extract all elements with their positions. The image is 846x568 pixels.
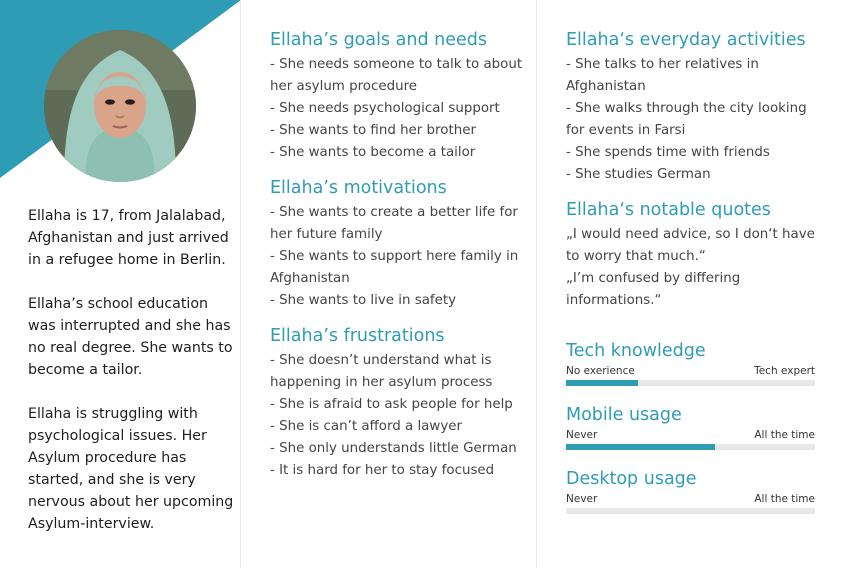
list-item: - She is can’t afford a lawyer — [270, 419, 462, 434]
list-item: - She spends time with friends — [566, 145, 770, 160]
meter-scale — [566, 492, 815, 506]
avatar — [44, 30, 196, 182]
meter-min-label: No exerience — [566, 365, 635, 377]
meter-max-label: Tech expert — [754, 365, 815, 377]
frustrations-list — [270, 350, 525, 482]
meter-track — [566, 508, 815, 514]
middle-column — [270, 29, 525, 482]
motivations-title: Ellaha’s motivations — [270, 178, 447, 198]
list-item: - She is afraid to ask people for help — [270, 397, 513, 412]
meter-scale — [566, 428, 815, 442]
bio-paragraph: Ellaha is 17, from Jalalabad, Afghanistan and just arrived in a refugee home in Berlin. — [28, 208, 229, 268]
meter-fill — [566, 444, 715, 450]
motivations-list — [270, 202, 525, 312]
meter-fill — [566, 380, 638, 386]
column-divider — [240, 0, 241, 568]
frustrations-title: Ellaha’s frustrations — [270, 326, 445, 346]
persona-bio — [28, 205, 238, 557]
quotes-title: Ellaha‘s notable quotes — [566, 200, 771, 220]
meter-max-label: All the time — [754, 429, 815, 441]
meter-min-label: Never — [566, 493, 598, 505]
list-item: - She wants to become a tailor — [270, 145, 476, 160]
goals-title: Ellaha’s goals and needs — [270, 30, 487, 50]
usage-meters — [566, 340, 815, 514]
bio-paragraph: Ellaha is struggling with psychological issues. Her Asylum procedure has started, and she is very nervous about her upcoming Asylum-interview. — [28, 406, 234, 532]
list-item: - She needs someone to talk to about her asylum procedure — [270, 57, 523, 94]
meter-title: Mobile usage — [566, 405, 682, 425]
list-item: - She wants to support here family in Afghanistan — [270, 249, 519, 286]
activities-list — [566, 54, 816, 186]
goals-list — [270, 54, 525, 164]
right-column — [566, 29, 816, 312]
list-item: - She doesn’t understand what is happening in her asylum process — [270, 353, 493, 390]
meter-title: Desktop usage — [566, 469, 697, 489]
meter-min-label: Never — [566, 429, 598, 441]
column-divider — [536, 0, 537, 568]
quote-item: „I’m confused by differing informations.“ — [566, 271, 741, 308]
list-item: - She talks to her relatives in Afghanistan — [566, 57, 759, 94]
list-item: - She walks through the city looking for events in Farsi — [566, 101, 807, 138]
mobile-usage-meter — [566, 404, 815, 450]
list-item: - She only understands little German — [270, 441, 517, 456]
quotes-list — [566, 224, 816, 312]
meter-scale — [566, 364, 815, 378]
meter-title: Tech knowledge — [566, 341, 706, 361]
quote-item: „I would need advice, so I don‘t have to worry that much.“ — [566, 227, 815, 264]
tech-knowledge-meter — [566, 340, 815, 386]
list-item: - She needs psychological support — [270, 101, 500, 116]
meter-track — [566, 380, 815, 386]
meter-max-label: All the time — [754, 493, 815, 505]
list-item: - She wants to live in safety — [270, 293, 457, 308]
list-item: - She wants to create a better life for her future family — [270, 205, 518, 242]
activities-title: Ellaha‘s everyday activities — [566, 30, 806, 50]
list-item: - It is hard for her to stay focused — [270, 463, 495, 478]
desktop-usage-meter — [566, 468, 815, 514]
meter-track — [566, 444, 815, 450]
list-item: - She studies German — [566, 167, 711, 182]
bio-paragraph: Ellaha’s school education was interrupted and she has no real degree. She wants to become a tailor. — [28, 296, 233, 378]
list-item: - She wants to find her brother — [270, 123, 476, 138]
